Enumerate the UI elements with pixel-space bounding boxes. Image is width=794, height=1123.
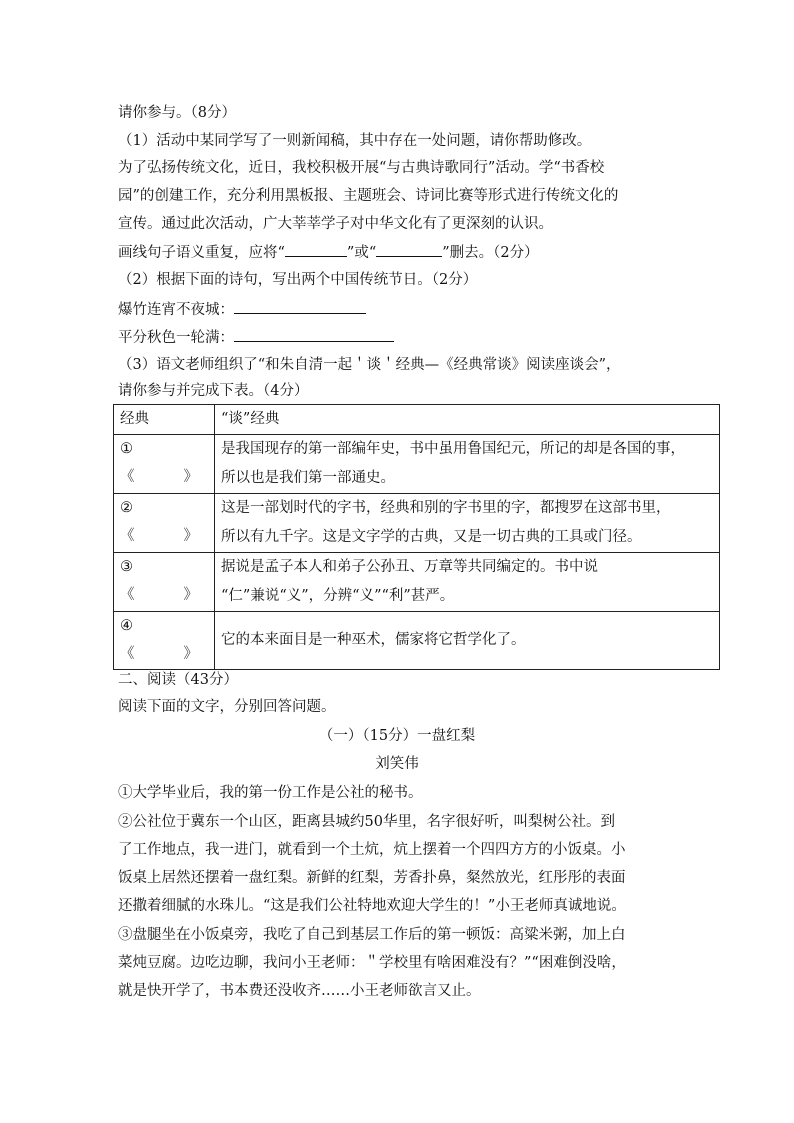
festival-blank-1[interactable] [234,299,366,314]
q1-answer-line [118,242,539,263]
news-line: 为了弘扬传统文化，近日，我校积极开展“与古典诗歌同行”活动。学“书香校 [118,160,605,176]
desc-cell [215,435,720,494]
paragraph-line: 就是快开学了，书本费还没收齐……小王老师欲言又止。 [118,983,481,999]
desc-cell [215,553,720,612]
q1-prompt: （1）活动中某同学写了一则新闻稿，其中存在一处问题，请你帮助修改。 [118,133,592,149]
left-bracket: 《 [120,646,135,662]
section-instruction: 阅读下面的文字，分别回答问题。 [118,699,336,715]
paragraph-line: 了工作地点，我一进门，就看到一个土炕，炕上摆着一个四四方方的小饭桌。小 [118,842,626,858]
desc-line: 是我国现存的第一部编年史，书中虽用鲁国纪元，所记的却是各国的事， [221,441,685,457]
answer-blank-2[interactable] [376,242,442,257]
q2-prompt: （2）根据下面的诗句，写出两个中国传统节日。（2分） [118,272,478,288]
left-bracket: 《 [120,528,135,544]
paragraph-line: 菜炖豆腐。边吃边聊，我问小王老师：＂学校里有啥困难没有？”“困难倒没啥， [118,955,626,971]
festival-blank-2[interactable] [234,327,394,342]
desc-line: 据说是孟子本人和弟子公孙丑、万章等共同编定的。书中说 [221,559,598,575]
table-row [114,435,720,494]
news-line: 宣传。通过此次活动，广大莘莘学子对中华文化有了更深刻的认识。 [118,216,553,232]
left-bracket: 《 [120,469,135,485]
answer-suffix: ”删去。（2分） [442,245,539,261]
answer-middle: ”或“ [346,245,377,261]
right-bracket: 》 [183,469,198,485]
classics-table [113,404,720,670]
desc-line: 所以有九千字。这是文字学的古典，又是一切古典的工具或门径。 [221,529,642,545]
desc-line: 这是一部划时代的字书，经典和别的字书里的字，都搜罗在这部书里， [221,500,671,516]
book-cell [114,435,215,494]
passage-title: （一）（15分）一盘红梨 [318,728,476,744]
book-cell [114,494,215,553]
book-title-blank[interactable] [120,581,198,610]
q3-prompt-2: 请你参与并完成下表。（4分） [118,383,309,399]
row-number: ④ [120,618,133,634]
table-row [114,494,720,553]
paragraph-line: ②公社位于冀东一个山区，距离县城约50华里，名字很好听，叫梨树公社。到 [118,814,615,830]
news-line: 园”的创建工作，充分利用黑板报、主题班会、诗词比赛等形式进行传统文化的 [118,188,619,204]
desc-line: “仁”兼说“义”，分辨“义”“利”甚严。 [221,588,455,604]
q3-prompt: （3）语文老师组织了“和朱自清一起＇谈＇经典—《经典常谈》阅读座谈会”， [118,357,621,373]
right-bracket: 》 [183,646,198,662]
row-number: ③ [120,559,133,575]
poem-line-1 [118,299,366,320]
row-number: ② [120,500,133,516]
answer-prefix: 画线句子语义重复，应将“ [118,245,285,261]
right-bracket: 》 [183,587,198,603]
table-row [114,553,720,612]
desc-line: 它的本来面目是一种巫术，儒家将它哲学化了。 [221,632,526,648]
desc-line: 所以也是我们第一部通史。 [221,470,395,486]
table-header-row [114,405,720,435]
poem-line-2 [118,327,394,348]
table-row [114,612,720,670]
poem-1: 爆竹连宵不夜城： [118,302,234,318]
header-talk: “谈”经典 [215,405,720,435]
right-bracket: 》 [183,528,198,544]
poem-2: 平分秋色一轮满： [118,330,234,346]
intro-line: 请你参与。（8分） [118,105,236,121]
answer-blank-1[interactable] [285,242,347,257]
paragraph-line: ③盘腿坐在小饭桌旁，我吃了自己到基层工作后的第一顿饭：高粱米粥，加上白 [118,927,626,943]
desc-cell [215,494,720,553]
book-title-blank[interactable] [120,640,198,669]
row-number: ① [120,441,133,457]
header-classic: 经典 [114,405,215,435]
paragraph-line: ①大学毕业后，我的第一份工作是公社的秘书。 [118,785,423,801]
paragraph-line: 还撒着细腻的水珠儿。“这是我们公社特地欢迎大学生的！”小王老师真诚地说。 [118,898,626,914]
book-title-blank[interactable] [120,463,198,492]
desc-cell [215,612,720,670]
section-heading: 二、阅读（43分） [118,672,238,688]
book-title-blank[interactable] [120,522,198,551]
left-bracket: 《 [120,587,135,603]
passage-author: 刘笑伟 [375,756,419,772]
paragraph-line: 饭桌上居然还摆着一盘红梨。新鲜的红梨，芳香扑鼻，粲然放光，红彤彤的表面 [118,870,626,886]
book-cell [114,612,215,670]
book-cell [114,553,215,612]
